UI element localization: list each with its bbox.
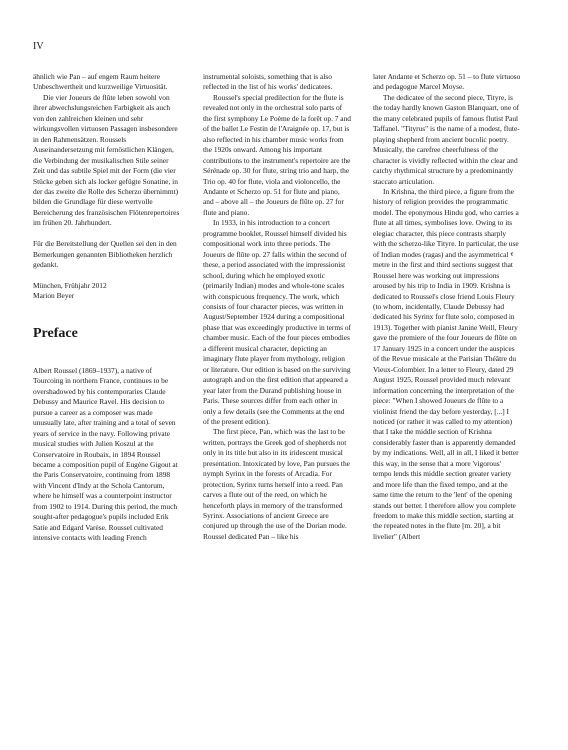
paragraph: instrumental soloists, something that is also reflected in the list of his works' dedicatees. — [203, 72, 333, 92]
column-1 — [33, 72, 181, 544]
paragraph: The first piece, Pan, which was the last to be written, portrays the Greek god of shepherds not only in its title but also in its iridescent musical presentation. Intoxicated by love, Pan pursues the nymph Syrinx in the forests of Arcadia. For protection, Syrinx turns herself into a reed. Pan carves a flute out of the reed, on which he henceforth plays in memory of the transformed Syrinx. Associations of ancient Greece are conjured up through the use of the Dorian mode. Roussel dedicated Pan – like his — [203, 427, 350, 541]
paragraph: Albert Roussel (1869–1937), a native of Tourcoing in northern France, continues to be overshadowed by his contemporaries Claude Debussy and Maurice Ravel. His decision to pursue a career as a composer was made unusually late, after training and a total of seven years of service in the navy. Following private musical studies with Julien Koszul at the Conservatoire in Roubaix, in 1894 Roussel became a composition pupil of Eugène Gigout at the Paris Conservatoire, continuing from 1898 with Vincent d'Indy at the Schola Cantorum, where he himself was a counterpoint instructor from 1902 to 1914. During this period, the much sought-after pedagogue's pupils included Erik Satie and Edgard Varèse. Roussel cultivated intensive contacts with leading French — [33, 365, 178, 543]
paragraph: ähnlich wie Pan – auf engem Raum heitere Unbeschwertheit und kurzweilige Virtuosität. — [33, 72, 168, 92]
paragraph: The dedicatee of the second piece, Tityre, is the today hardly known Gaston Blanquart, one of the many celebrated pupils of famous flutist Paul Taffanel. "Tityrus" is the name of a modest, flute-playing shepherd from ancient bucolic poetry. Musically, the carefree cheerfulness of the character is vividly reflected within the clear and catchy rhythmical structure by a predominantly staccato articulation. — [373, 92, 520, 186]
paragraph: later Andante et Scherzo op. 51 – to flute virtuoso and pedagogue Marcel Moyse. — [373, 72, 521, 92]
date-line: München, Frühjahr 2012 — [33, 281, 107, 291]
page-number: IV — [33, 41, 44, 52]
paragraph: Die vier Joueurs de flûte leben sowohl von ihrer abwechslungsreichen Farbigkeit als auch von den zahlreichen kleinen und sehr wirkungsvollen virtuosen Passagen insbesondere in den Rahmensätzen. Roussels Auseinandersetzung mit fernöstlichen Klängen, die Verbindung der musikalischen Stile seiner Zeit und das subtile Spiel mit der Form (die vier Stücke geben sich als locker gefügte Sonatine, in der das zweite die Rolle des Scherzo übernimmt) bilden die Grundlage für diese wertvolle Bereicherung des französischen Flötenrepertoires im frühen 20. Jahrhundert. — [33, 92, 180, 228]
preface-heading: Preface — [33, 325, 78, 341]
paragraph: In Krishna, the third piece, a figure from the history of religion provides the programmatic model. The eponymous Hindu god, who carries a flute at all times, symbolises love. Owing to its elegiac character, this piece contrasts sharply with the scherzo-like Tityre. In particular, the use of Indian modes (ragas) and the asymmetrical 𝄴 metre in the first and third sections suggest that Roussel here was working out impressions aroused by his trip to India in 1909. Krishna is dedicated to Roussel's close friend Louis Fleury (to whom, incidentally, Claude Debussy had dedicated his Syrinx for flute solo, composed in 1913). Together with pianist Janine Weill, Fleury gave the premiere of the four Joueurs de flûte on 17 January 1925 in a concert under the auspices of the Revue musicale at the Parisian Théâtre du Vieux-Colombier. In a letter to Fleury, dated 29 August 1925, Roussel provided much relevant information concerning the interpretation of the piece: "When I showed Joueurs de flûte to a violinist friend the day before yesterday, [...] I noticed (or rather it was called to my attention) that I take the middle section of Krishna considerably faster than is apparently demanded by my indications. Well, all in all, I liked it better this way, in the sense that a more 'vigorous' tempo lends this middle section greater variety and more life than the fixed tempo, and at the same time the return to the 'lent' of the opening stands out better. I therefore allow you complete freedom to make this middle section, starting at the repeated notes in the flute [m. 20], a bit livelier" (Albert — [373, 186, 519, 541]
column-3 — [373, 72, 521, 542]
paragraph: Roussel's special predilection for the flute is revealed not only in the orchestral solo parts of the first symphony Le Poème de la forêt op. 7 and of the ballet Le Festin de l'Araignée op. 17, but is also reflected in his chamber music works from the 1920s onward. Among his important contributions to the instrument's repertoire are the Sérénade op. 30 for flute, string trio and harp, the Trio op. 40 for flute, viola and violoncello, the Andante et Scherzo op. 51 for flute and piano, and – above all – the Joueurs de flûte op. 27 for flute and piano. — [203, 92, 351, 217]
author-signature: Marion Beyer — [33, 291, 75, 301]
acknowledgement: Für die Bereitstellung der Quellen sei den in den Bemerkungen genannten Bibliotheken herzlich gedankt. — [33, 239, 177, 270]
column-2 — [203, 72, 351, 542]
paragraph: In 1933, in his introduction to a concert programme booklet, Roussel himself divided his compositional work into three periods. The Joueurs de flûte op. 27 falls within the second of these, a period associated with the impressionist school, during which he employed exotic (primarily Indian) modes and whole-tone scales with conspicuous frequency. The work, which consists of four character pieces, was written in August/September 1924 during a compositional phase that was exceedingly productive in terms of chamber music. Each of the four pieces embodies a different musical character, depicting an imaginary flute player from mythology, religion or literature. Our edition is based on the surviving autograph and on the first edition that appeared a year later from the Durand publishing house in Paris. These sources differ from each other in only a few details (see the Comments at the end of the present edition). — [203, 218, 351, 426]
